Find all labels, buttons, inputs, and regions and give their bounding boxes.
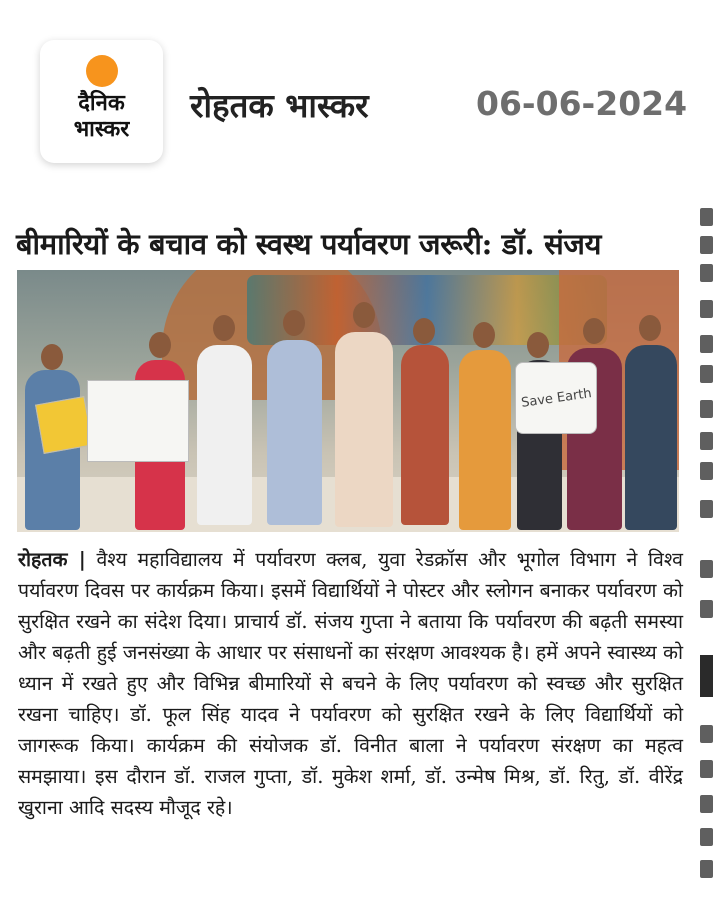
white-poster <box>87 380 189 462</box>
dainik-bhaskar-logo[interactable] <box>40 40 163 163</box>
person-figure <box>459 350 511 530</box>
person-head <box>213 315 235 341</box>
article-photo <box>17 270 679 532</box>
article-body-text: वैश्य महाविद्यालय में पर्यावरण क्लब, युवा रेडक्रॉस और भूगोल विभाग ने विश्व पर्यावरण दिवस पर कार्यक्रम किया। इसमें विद्यार्थियों ने पोस्टर और स्लोगन बनाकर पर्यावरण को सुरक्षित रखने का संदेश दिया। प्राचार्य डॉ. संजय गुप्ता ने बताया कि पर्यावरण की बढ़ती समस्या और बढ़ती हुई जनसंख्या के आधार पर संसाधनों का संरक्षण आवश्यक है। हमें अपने स्वास्थ्य को ध्यान में रखते हुए और विभिन्न बीमारियों से बचने के लिए पर्यावरण को स्वच्छ और सुरक्षित रखना चाहिए। डॉ. फूल सिंह यादव ने पर्यावरण को सुरक्षित रखने के लिए विद्यार्थियों को जागरूक किया। कार्यक्रम की संयोजक डॉ. विनीत बाला ने पर्यावरण संरक्षण का महत्व समझाया। इस दौरान डॉ. राजल गुप्ता, डॉ. मुकेश शर्मा, डॉ. उन्मेष मिश्र, डॉ. रितु, डॉ. वीरेंद्र खुराना आदि सदस्य मौजूद रहे। <box>18 548 684 819</box>
fragment-line <box>700 400 713 418</box>
person-head <box>639 315 661 341</box>
save-earth-poster <box>515 362 597 434</box>
fragment-line <box>700 208 713 226</box>
dateline: रोहतक | <box>18 548 86 571</box>
fragment-line <box>700 300 713 318</box>
person-head <box>353 302 375 328</box>
person-head <box>41 344 63 370</box>
person-figure <box>267 340 322 525</box>
person-head <box>473 322 495 348</box>
fragment-line <box>700 500 713 518</box>
person-figure <box>335 332 393 527</box>
fragment-line <box>700 600 713 618</box>
person-figure <box>197 345 252 525</box>
fragment-line <box>700 264 713 282</box>
person-head <box>583 318 605 344</box>
fragment-line <box>700 828 713 846</box>
adjacent-column-fragment <box>700 200 713 900</box>
article-body <box>18 544 683 823</box>
person-head <box>149 332 171 358</box>
logo-text-line1: दैनिक <box>78 91 125 116</box>
fragment-line <box>700 365 713 383</box>
person-head <box>283 310 305 336</box>
sun-icon <box>86 55 118 87</box>
person-head <box>527 332 549 358</box>
edition-date: 06-06-2024 <box>476 84 688 123</box>
person-head <box>413 318 435 344</box>
person-figure <box>625 345 677 530</box>
fragment-line <box>700 236 713 254</box>
edition-title: रोहतक भास्कर <box>190 86 369 125</box>
yellow-poster <box>35 396 93 454</box>
fragment-line <box>700 462 713 480</box>
fragment-line <box>700 860 713 878</box>
poster-text: Save Earth <box>519 385 593 411</box>
app-header <box>0 0 713 200</box>
article-headline: बीमारियों के बचाव को स्वस्थ पर्यावरण जरूरी: डॉ. संजय <box>16 227 602 261</box>
fragment-line <box>700 795 713 813</box>
fragment-line <box>700 560 713 578</box>
person-figure <box>401 345 449 525</box>
news-clipping[interactable] <box>0 200 713 900</box>
fragment-line <box>700 432 713 450</box>
fragment-line <box>700 335 713 353</box>
fragment-line <box>700 725 713 743</box>
fragment-block <box>700 655 713 697</box>
article-paragraph <box>18 544 683 823</box>
fragment-line <box>700 760 713 778</box>
logo-text-line2: भास्कर <box>73 117 130 142</box>
